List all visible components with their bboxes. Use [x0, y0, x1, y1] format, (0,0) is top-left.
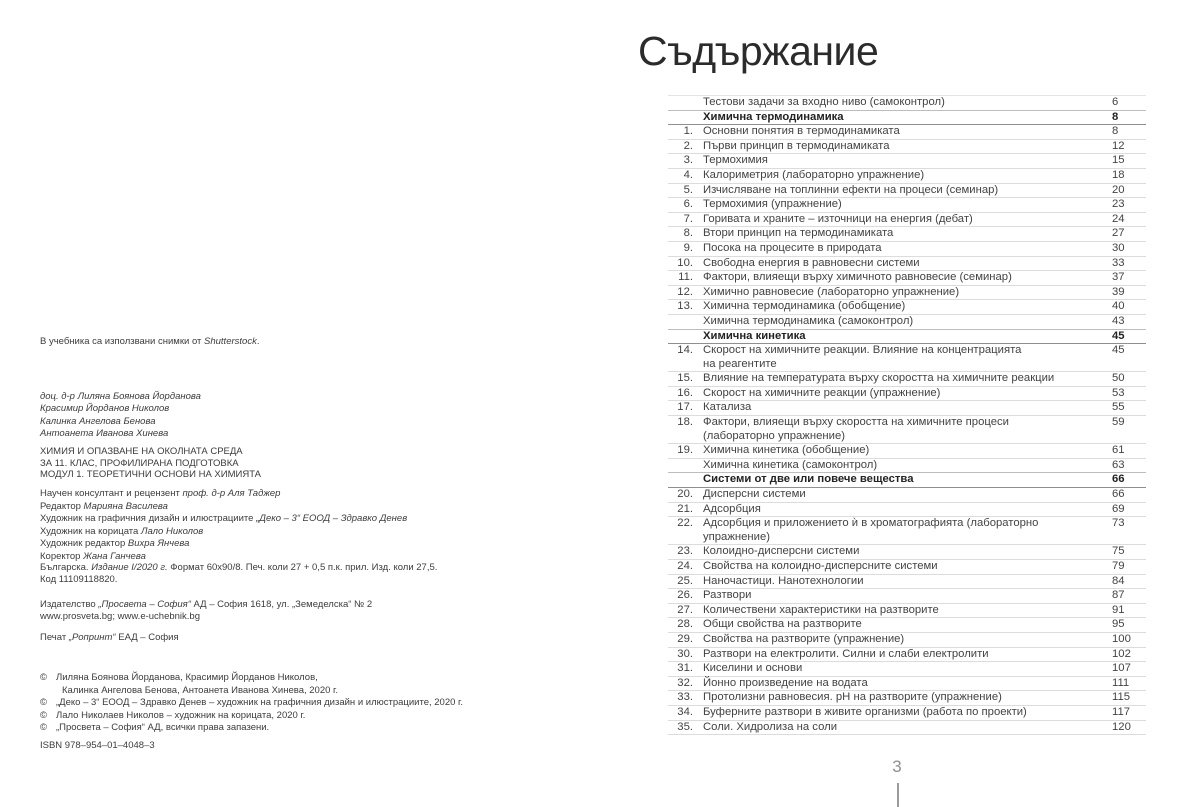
edition-suffix: Формат 60х90/8. Печ. коли 27 + 0,5 п.к. прил. Изд. коли 27,5. — [167, 562, 438, 573]
toc-entry-page: 73 — [1112, 517, 1125, 530]
photo-credit-prefix: В учебника са използвани снимки от — [40, 336, 205, 347]
toc-row — [668, 110, 1146, 126]
toc-entry-number: 34. — [677, 705, 693, 718]
toc-entry-number: 15. — [677, 372, 693, 385]
toc-entry-title — [693, 242, 1112, 256]
toc-entry-number: 25. — [677, 574, 693, 587]
toc-row — [668, 416, 1146, 444]
toc-entry-title-line: Химична кинетика (обобщение) — [703, 444, 870, 457]
edition-prefix: Българска. — [40, 562, 92, 573]
toc-entry-page: 45 — [1112, 329, 1125, 342]
page-number: 3 — [892, 757, 902, 776]
toc-table — [668, 95, 1146, 735]
toc-entry-number: 23. — [677, 545, 693, 558]
toc-row — [668, 706, 1146, 721]
toc-entry-title — [693, 589, 1112, 603]
copyright-line: „Деко – 3“ ЕООД – Здравко Денев – художник на графичния дизайн и илюстрациите, 2020 г. — [56, 697, 463, 709]
toc-entry-title — [693, 198, 1112, 212]
toc-row — [668, 169, 1146, 184]
toc-entry-title — [693, 344, 1112, 371]
toc-row — [668, 315, 1146, 330]
toc-entry-number: 5. — [683, 183, 693, 196]
toc-entry-title — [693, 169, 1112, 183]
toc-entry-page: 75 — [1112, 545, 1125, 558]
toc-row — [668, 213, 1146, 228]
toc-entry-title — [693, 227, 1112, 241]
copyright-text — [56, 672, 338, 697]
toc-entry-number: 30. — [677, 647, 693, 660]
copyright-icon: © — [40, 697, 47, 709]
toc-entry-page: 79 — [1112, 560, 1125, 572]
toc-entry-page: 8 — [1112, 125, 1119, 138]
toc-entry-title — [693, 488, 1112, 502]
toc-row — [668, 96, 1146, 111]
toc-entry-title-line: Свойства на колоидно-дисперсните системи — [703, 560, 938, 572]
toc-entry-page: 117 — [1112, 705, 1131, 718]
toc-entry-page: 20 — [1112, 183, 1125, 196]
toc-entry-page: 66 — [1112, 473, 1125, 486]
page-title: Съдържание — [638, 28, 879, 74]
toc-entry-title — [693, 401, 1112, 415]
toc-entry-title-line: упражнение) — [703, 530, 771, 543]
credit-person: „Деко – 3“ ЕООД – Здравко Денев — [256, 513, 408, 525]
toc-entry-number: 24. — [677, 560, 693, 572]
toc-row — [668, 589, 1146, 604]
toc-row — [668, 257, 1146, 272]
copyright-icon: © — [40, 672, 47, 683]
toc-entry-title-line: Химична термодинамика (обобщение) — [703, 300, 906, 313]
toc-entry-title — [693, 257, 1112, 271]
toc-row — [668, 677, 1146, 692]
toc-entry-title-line: Свойства на разтворите (упражнение) — [703, 632, 905, 645]
copyright-block — [40, 672, 463, 735]
credits-block — [40, 488, 407, 564]
toc-entry-title — [693, 662, 1112, 676]
toc-entry-page: 45 — [1112, 344, 1125, 357]
author-name: Антоанета Иванова Хинева — [40, 428, 169, 440]
toc-entry-page: 18 — [1112, 168, 1125, 181]
book-title-line: ЗА 11. КЛАС, ПРОФИЛИРАНА ПОДГОТОВКА — [40, 457, 239, 469]
toc-entry-number: 20. — [677, 488, 693, 501]
toc-entry-title-line: Протолизни равновесия. pH на разтворите (упражнение) — [703, 691, 1002, 704]
toc-row — [668, 344, 1146, 372]
toc-entry-title-line: Фактори, влияещи върху химичното равновесие (семинар) — [703, 271, 1012, 284]
toc-entry-title — [693, 184, 1112, 198]
toc-entry-title-line: Соли. Хидролиза на соли — [703, 720, 838, 733]
toc-entry-title-line: Скорост на химичните реакции (упражнение) — [703, 386, 941, 399]
toc-entry-title — [693, 140, 1112, 154]
toc-entry-title-line: Посока на процесите в природата — [703, 241, 882, 254]
book-title-line: ХИМИЯ И ОПАЗВАНЕ НА ОКОЛНАТА СРЕДА — [40, 446, 243, 457]
book-title-block — [40, 446, 261, 481]
toc-entry-page: 30 — [1112, 241, 1125, 254]
toc-row — [668, 575, 1146, 590]
toc-entry-page: 33 — [1112, 256, 1125, 269]
book-title-line: МОДУЛ 1. ТЕОРЕТИЧНИ ОСНОВИ НА ХИМИЯТА — [40, 469, 262, 481]
toc-entry-number: 35. — [677, 720, 693, 733]
toc-entry-page: 120 — [1112, 720, 1131, 733]
toc-entry-title-line: Системи от две или повече вещества — [703, 473, 914, 486]
toc-entry-title — [693, 473, 1112, 487]
toc-row — [668, 633, 1146, 648]
toc-row — [668, 154, 1146, 169]
toc-entry-number: 7. — [683, 212, 693, 225]
toc-entry-page: 102 — [1112, 647, 1131, 660]
toc-row — [668, 387, 1146, 402]
toc-entry-title-line: Йонно произведение на водата — [703, 676, 868, 689]
toc-entry-page: 37 — [1112, 271, 1125, 284]
toc-entry-title-line: Буферните разтвори в живите организми (работа по проекти) — [703, 705, 1027, 718]
toc-row — [668, 300, 1146, 315]
toc-entry-title-line: Катализа — [703, 401, 752, 414]
toc-entry-title-line: Свободна енергия в равновесни системи — [703, 256, 920, 269]
toc-entry-title-line: Количествени характеристики на разтворите — [703, 603, 939, 616]
toc-entry-page: 39 — [1112, 285, 1125, 298]
toc-entry-title-line: Адсорбция — [703, 502, 761, 515]
copyright-item — [40, 722, 463, 735]
credit-line — [40, 538, 407, 551]
toc-entry-title-line: Фактори, влияещи върху скоростта на химичните процеси — [703, 416, 1009, 429]
toc-entry-title — [693, 213, 1112, 227]
photo-credit-source: Shutterstock — [204, 336, 257, 347]
edition-line — [40, 562, 437, 574]
toc-entry-title — [693, 111, 1112, 125]
toc-row — [668, 140, 1146, 155]
print-prefix: Печат — [40, 632, 69, 643]
toc-entry-number: 19. — [677, 444, 693, 457]
copyright-text — [56, 710, 305, 723]
toc-entry-title-line: Наночастици. Нанотехнологии — [703, 574, 864, 587]
edition-italic: Издание I/2020 г. — [91, 562, 168, 573]
toc-entry-number: 32. — [677, 676, 693, 689]
toc-entry-title — [693, 154, 1112, 168]
publisher-prefix: Издателство — [40, 599, 99, 610]
copyright-line: „Просвета – София“ АД, всички права запазени. — [56, 722, 270, 734]
toc-entry-title — [693, 648, 1112, 662]
toc-entry-page: 15 — [1112, 154, 1125, 167]
toc-entry-title — [693, 706, 1112, 720]
credit-role: Художник на графичния дизайн и илюстрациите — [40, 513, 257, 525]
toc-row — [668, 545, 1146, 560]
toc-entry-number: 8. — [683, 227, 693, 240]
toc-entry-page: 95 — [1112, 618, 1125, 631]
toc-entry-number: 4. — [683, 168, 693, 181]
toc-entry-number: 11. — [678, 271, 693, 284]
toc-entry-page: 53 — [1112, 386, 1125, 399]
toc-row — [668, 648, 1146, 663]
print-house-name: „Ропринт“ — [68, 632, 116, 643]
toc-entry-page: 6 — [1112, 96, 1119, 108]
toc-entry-title-line: Химична кинетика — [703, 329, 806, 342]
toc-row — [668, 444, 1146, 459]
toc-entry-title-line: Втори принцип на термодинамиката — [703, 227, 894, 240]
toc-entry-page: 115 — [1112, 691, 1131, 704]
toc-entry-title-line: Колоидно-дисперсни системи — [703, 545, 860, 558]
toc-entry-title-line: Термохимия (упражнение) — [703, 198, 842, 211]
toc-entry-title — [693, 459, 1112, 473]
credit-person: проф. д-р Аля Таджер — [182, 488, 281, 499]
toc-row — [668, 721, 1146, 736]
copyright-line: Лало Николаев Николов – художник на корицата, 2020 г. — [56, 709, 306, 721]
toc-entry-title-line: Тестови задачи за входно ниво (самоконтрол) — [703, 96, 945, 108]
toc-entry-page: 40 — [1112, 300, 1125, 313]
toc-row — [668, 472, 1146, 488]
toc-entry-title-line: Химично равновесие (лабораторно упражнение) — [703, 285, 960, 298]
toc-entry-page: 50 — [1112, 372, 1125, 385]
toc-row — [668, 372, 1146, 387]
toc-entry-page: 27 — [1112, 227, 1125, 240]
toc-entry-page: 91 — [1112, 603, 1125, 616]
toc-row — [668, 604, 1146, 619]
toc-row — [668, 691, 1146, 706]
author-name: Красимир Йорданов Николов — [40, 403, 170, 415]
toc-entry-number: 2. — [683, 139, 693, 152]
credit-role: Художник редактор — [40, 538, 128, 550]
toc-row — [668, 488, 1146, 503]
toc-entry-title — [693, 300, 1112, 314]
toc-entry-title — [693, 560, 1112, 574]
toc-entry-page: 61 — [1112, 444, 1125, 457]
toc-entry-title — [693, 444, 1112, 458]
credit-role: Научен консултант и рецензент — [40, 488, 183, 499]
toc-entry-title-line: Скорост на химичните реакции. Влияние на концентрацията — [703, 344, 1022, 357]
toc-entry-title-line: Киселини и основи — [703, 662, 803, 675]
toc-entry-title — [693, 271, 1112, 285]
toc-entry-title-line: Дисперсни системи — [703, 488, 806, 501]
credit-line — [40, 513, 407, 526]
toc-entry-title-line: Общи свойства на разтворите — [703, 618, 862, 631]
toc-entry-page: 84 — [1112, 574, 1125, 587]
toc-entry-number: 1. — [683, 125, 693, 138]
toc-row — [668, 662, 1146, 677]
toc-entry-page: 8 — [1112, 110, 1119, 123]
credit-person: Лало Николов — [140, 525, 204, 537]
toc-entry-number: 16. — [677, 386, 693, 399]
credit-person: Марияна Василева — [83, 500, 168, 512]
toc-entry-title — [693, 96, 1112, 110]
toc-row — [668, 198, 1146, 213]
credit-line — [40, 501, 407, 514]
credit-line — [40, 526, 407, 539]
toc-entry-title-line: Първи принцип в термодинамиката — [703, 139, 890, 152]
toc-entry-title-line: Адсорбция и приложението ѝ в хроматографията (лабораторно — [703, 517, 1039, 530]
copyright-icon: © — [40, 709, 47, 721]
toc-entry-title — [693, 691, 1112, 705]
credit-person: Жана Ганчева — [83, 550, 146, 562]
toc-entry-page: 87 — [1112, 589, 1125, 602]
toc-entry-title-line: Термохимия — [703, 154, 768, 167]
toc-row — [668, 125, 1146, 140]
toc-entry-title — [693, 517, 1112, 544]
toc-entry-title — [693, 633, 1112, 647]
toc-entry-title — [693, 618, 1112, 632]
toc-entry-title — [693, 503, 1112, 517]
toc-entry-page: 66 — [1112, 488, 1125, 501]
toc-entry-number: 27. — [677, 603, 693, 616]
toc-entry-page: 111 — [1112, 676, 1130, 689]
credit-role: Коректор — [40, 550, 84, 562]
toc-entry-title-line: Изчисляване на топлинни ефекти на процеси (семинар) — [703, 183, 999, 196]
toc-entry-number: 9. — [683, 241, 693, 254]
toc-entry-number: 14. — [677, 344, 693, 357]
copyright-text — [56, 722, 269, 735]
toc-entry-page: 24 — [1112, 212, 1125, 225]
toc-entry-title-line: Химична термодинамика — [703, 110, 844, 123]
toc-entry-title-line: Калориметрия (лабораторно упражнение) — [703, 168, 925, 181]
toc-entry-title — [693, 387, 1112, 401]
toc-entry-title — [693, 416, 1112, 443]
credit-line — [40, 488, 407, 501]
publisher-websites: www.prosveta.bg; www.e-uchebnik.bg — [40, 611, 200, 623]
print-suffix: ЕАД – София — [115, 632, 179, 643]
toc-entry-title — [693, 604, 1112, 618]
toc-entry-title-line: Химична кинетика (самоконтрол) — [703, 458, 878, 471]
edition-block — [40, 562, 437, 587]
toc-row — [668, 459, 1146, 474]
toc-entry-title-line: Основни понятия в термодинамиката — [703, 125, 900, 138]
toc-entry-number: 26. — [677, 589, 693, 602]
toc-row — [668, 329, 1146, 345]
toc-entry-title-line: Разтвори — [703, 589, 752, 602]
toc-entry-title-line: Горивата и храните – източници на енергия (дебат) — [703, 212, 973, 225]
toc-entry-title-line: Химична термодинамика (самоконтрол) — [703, 314, 914, 327]
toc-entry-title — [693, 286, 1112, 300]
copyright-text — [56, 697, 463, 710]
toc-row — [668, 242, 1146, 257]
toc-entry-title — [693, 315, 1112, 329]
toc-entry-number: 3. — [683, 154, 693, 167]
toc-entry-number: 6. — [683, 198, 693, 211]
toc-entry-page: 69 — [1112, 502, 1125, 515]
credit-person: Вихра Янчева — [127, 538, 190, 550]
copyright-icon: © — [40, 722, 47, 734]
toc-entry-title — [693, 125, 1112, 139]
toc-entry-number: 21. — [677, 502, 693, 515]
copyright-item — [40, 697, 463, 710]
credit-role: Художник на корицата — [40, 525, 141, 537]
copyright-line: Лиляна Боянова Йорданова, Красимир Йорданов Николов, — [56, 672, 318, 683]
toc-entry-page: 100 — [1112, 632, 1131, 645]
toc-entry-title — [693, 677, 1112, 691]
isbn: ISBN 978–954–01–4048–3 — [40, 740, 155, 751]
toc-row — [668, 227, 1146, 242]
toc-row — [668, 184, 1146, 199]
toc-entry-number: 12. — [677, 285, 693, 298]
toc-entry-number: 13. — [677, 300, 693, 313]
publisher-name: „Просвета – София“ — [98, 599, 191, 610]
copyright-item — [40, 710, 463, 723]
toc-entry-number: 18. — [677, 416, 693, 429]
toc-entry-page: 23 — [1112, 198, 1125, 211]
photo-credit-note — [40, 336, 259, 348]
publisher-address: АД – София 1618, ул. „Земеделска“ № 2 — [190, 599, 373, 610]
toc-entry-title — [693, 721, 1112, 735]
toc-entry-title-line: Разтвори на електролити. Силни и слаби електролити — [703, 647, 989, 660]
toc-row — [668, 618, 1146, 633]
toc-row — [668, 286, 1146, 301]
toc-entry-title-line: Влияние на температурата върху скоростта на химичните реакции — [703, 372, 1055, 385]
toc-entry-number: 10. — [677, 256, 693, 269]
toc-entry-title-line: (лабораторно упражнение) — [703, 429, 845, 442]
publisher-block — [40, 599, 372, 624]
toc-entry-number: 22. — [677, 517, 693, 530]
credit-role: Редактор — [40, 500, 84, 512]
toc-entry-page: 59 — [1112, 416, 1125, 429]
toc-entry-number: 31. — [677, 662, 693, 675]
toc-entry-page: 43 — [1112, 314, 1125, 327]
toc-entry-page: 55 — [1112, 401, 1125, 414]
author-name: Калинка Ангелова Бенова — [40, 415, 156, 427]
toc-row — [668, 560, 1146, 575]
toc-entry-title-line: на реагентите — [703, 357, 777, 370]
toc-row — [668, 503, 1146, 518]
toc-entry-number: 33. — [677, 691, 693, 704]
page-number-rule — [897, 783, 899, 807]
toc-entry-number: 29. — [677, 632, 693, 645]
print-house-line — [40, 632, 179, 644]
toc-row — [668, 401, 1146, 416]
publisher-line — [40, 599, 372, 611]
copyright-line: Калинка Ангелова Бенова, Антоанета Иванова Хинева, 2020 г. — [62, 684, 338, 696]
toc-entry-title — [693, 372, 1112, 386]
toc-entry-page: 107 — [1112, 662, 1131, 675]
toc-entry-title — [693, 545, 1112, 559]
photo-credit-suffix: . — [256, 336, 260, 347]
author-name: доц. д-р Лиляна Боянова Йорданова — [40, 391, 201, 402]
toc-entry-title — [693, 575, 1112, 589]
authors-list — [40, 391, 201, 441]
toc-entry-number: 17. — [677, 401, 693, 414]
toc-entry-page: 12 — [1112, 139, 1125, 152]
toc-row — [668, 271, 1146, 286]
toc-entry-title — [693, 330, 1112, 344]
toc-row — [668, 517, 1146, 545]
copyright-item — [40, 672, 463, 697]
toc-entry-page: 63 — [1112, 458, 1125, 471]
toc-entry-number: 28. — [677, 618, 693, 631]
edition-code: Код 11109118820. — [40, 574, 118, 586]
